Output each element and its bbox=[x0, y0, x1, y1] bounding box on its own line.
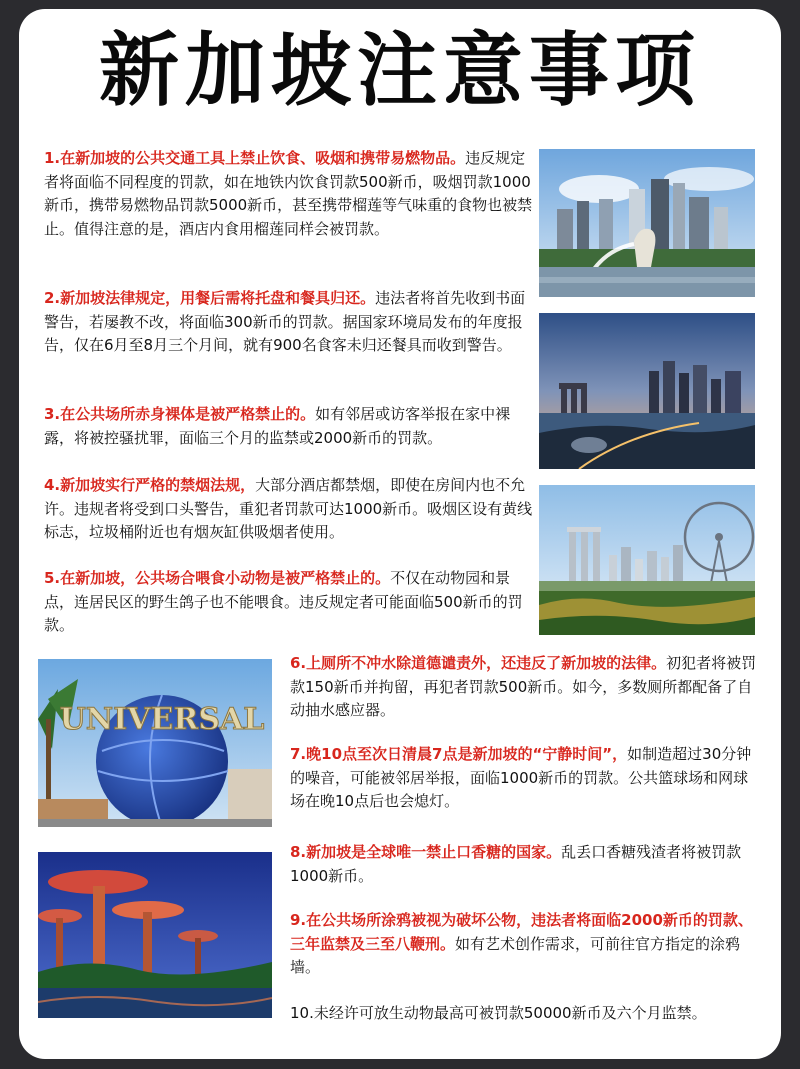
list-item bbox=[290, 652, 760, 723]
list-item bbox=[290, 841, 760, 888]
item-text: 违反规定者将面临不同程度的罚款，如在地铁内饮食罚款500新币，吸烟罚款1000新币，携带易燃物品罚款5000新币，甚至携带榴莲等气味重的食物也被禁止。值得注意的是，酒店内食用榴莲同样会被罚款。 bbox=[44, 149, 533, 238]
poster-card bbox=[19, 9, 781, 1059]
list-item bbox=[44, 147, 534, 241]
item-highlight: 4.新加坡实行严格的禁烟法规， bbox=[44, 476, 256, 494]
item-text: 初犯者将被罚款150新币并拘留，再犯者罚款500新币。如今，多数厕所都配备了自动抽水感应器。 bbox=[290, 654, 757, 719]
universal-globe-photo bbox=[38, 659, 272, 827]
universal-sign: UNIVERSAL bbox=[59, 702, 265, 737]
item-text: 如有邻居或访客举报在家中裸露，将被控骚扰罪，面临三个月的监禁或2000新币的罚款。 bbox=[44, 405, 511, 447]
item-text: 违法者将首先收到书面警告，若屡教不改，将面临300新币的罚款。据国家环境局发布的年度报告，仅在6月至8月三个月间，就有900名食客未归还餐具而收到警告。 bbox=[44, 289, 526, 354]
item-text: 不仅在动物园和景点，连居民区的野生鸽子也不能喂食。违反规定者可能面临500新币的罚款。 bbox=[44, 569, 523, 634]
item-highlight: 2.新加坡法律规定，用餐后需将托盘和餐具归还。 bbox=[44, 289, 376, 307]
item-text: 如有艺术创作需求，可前往官方指定的涂鸦墙。 bbox=[290, 934, 741, 976]
item-highlight: 3.在公共场所赤身裸体是被严格禁止的。 bbox=[44, 405, 316, 423]
item-text: 乱丢口香糖残渣者将被罚款1000新币。 bbox=[290, 843, 742, 885]
item-highlight: 9.在公共场所涂鸦被视为破坏公物，违法者将面临2000新币的罚款、三年监禁及三至八鞭刑。 bbox=[290, 911, 753, 953]
item-highlight: 8.新加坡是全球唯一禁止口香糖的国家。 bbox=[290, 843, 562, 861]
list-item bbox=[290, 1002, 760, 1026]
list-item bbox=[44, 474, 534, 545]
skyline-photo bbox=[539, 313, 755, 469]
list-item bbox=[290, 909, 760, 980]
item-text: 大部分酒店都禁烟，即使在房间内也不允许。违规者将受到口头警告，重犯者罚款可达1000新币。吸烟区设有黄线标志，垃圾桶附近也有烟灰缸供吸烟者使用。 bbox=[44, 476, 533, 541]
list-item bbox=[290, 743, 760, 814]
item-highlight: 1.在新加坡的公共交通工具上禁止饮食、吸烟和携带易燃物品。 bbox=[44, 149, 466, 167]
item-highlight: 6.上厕所不冲水除道德谴责外，还违反了新加坡的法律。 bbox=[290, 654, 667, 672]
marina-bay-photo bbox=[539, 485, 755, 635]
list-item bbox=[44, 287, 534, 358]
list-item bbox=[44, 567, 534, 638]
merlion-photo bbox=[539, 149, 755, 297]
page-title: 新加坡注意事项 bbox=[99, 24, 701, 117]
item-highlight: 5.在新加坡，公共场合喂食小动物是被严格禁止的。 bbox=[44, 569, 391, 587]
gardens-photo bbox=[38, 852, 272, 1018]
item-text: 如制造超过30分钟的噪音，可能被邻居举报，面临1000新币的罚款。公共篮球场和网球场在晚10点后也会熄灯。 bbox=[290, 745, 752, 810]
list-item bbox=[44, 403, 534, 450]
item-highlight: 7.晚10点至次日清晨7点是新加坡的“宁静时间”， bbox=[290, 745, 628, 763]
item-text: 10.未经许可放生动物最高可被罚款50000新币及六个月监禁。 bbox=[290, 1004, 707, 1022]
